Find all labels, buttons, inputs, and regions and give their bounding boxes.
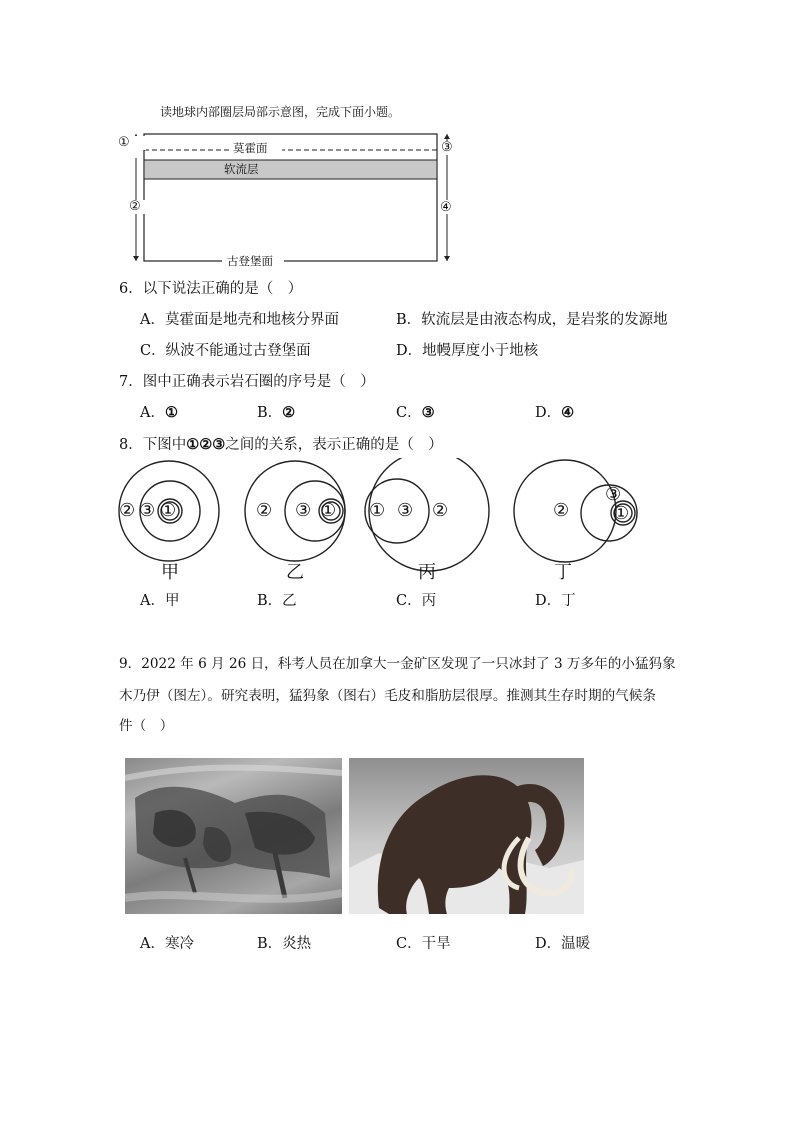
q6-option-b[interactable]: B．软流层是由液态构成，是岩浆的发源地 (396, 312, 668, 328)
q7-option-c-mark: ③ (421, 404, 435, 421)
q9-stem-line2: 木乃伊（图左）。研究表明，猛犸象（图右）毛皮和脂肪层很厚。推测其生存时期的气候条 (119, 688, 656, 704)
q6-option-a[interactable]: A．莫霍面是地壳和地核分界面 (140, 312, 339, 328)
q8-option-d[interactable]: D．丁 (535, 593, 576, 609)
jia-mark-2: ② (119, 500, 136, 521)
woolly-mammoth-photo (349, 758, 584, 914)
q7-option-d-letter: D． (535, 405, 562, 421)
q7-option-d[interactable] (535, 403, 574, 423)
yi-label: 乙 (286, 562, 304, 583)
marker-1: ① (118, 135, 130, 150)
q8-stem-suffix: 之间的关系，表示正确的是（ ） (225, 437, 443, 453)
q8-stem-prefix: 8．下图中 (119, 437, 187, 453)
jia-label: 甲 (161, 562, 179, 583)
jia-mark-3: ③ (139, 500, 156, 521)
q9-option-b[interactable]: B．炎热 (257, 936, 312, 952)
q9-option-a[interactable]: A．寒冷 (140, 936, 194, 952)
asthenosphere-label: 软流层 (224, 162, 259, 176)
bing-label: 丙 (418, 562, 436, 583)
q6-stem: 6．以下说法正确的是（ ） (119, 281, 303, 297)
mummy-mammoth-photo (125, 758, 342, 914)
marker-4: ④ (440, 200, 452, 215)
ding-label: 丁 (554, 562, 572, 583)
bing-mark-3: ③ (397, 500, 414, 521)
q8-option-b[interactable]: B．乙 (257, 593, 297, 609)
q7-option-b-letter: B． (257, 405, 283, 421)
earth-layers-diagram (112, 128, 472, 273)
q7-option-b[interactable] (257, 403, 295, 423)
q7-option-d-mark: ④ (561, 404, 575, 421)
q6-option-c[interactable]: C．纵波不能通过古登堡面 (140, 343, 311, 359)
moho-label: 莫霍面 (233, 141, 268, 155)
q7-option-a-letter: A． (140, 405, 165, 421)
yi-mark-2: ② (256, 500, 273, 521)
q9-option-c[interactable]: C．干旱 (396, 936, 451, 952)
q9-stem-line3: 件（ ） (119, 718, 174, 734)
ding-mark-1: ① (613, 503, 630, 524)
gutenberg-label: 古登堡面 (227, 254, 273, 268)
q7-option-a[interactable] (140, 403, 178, 423)
bing-mark-1: ① (369, 500, 386, 521)
asthenosphere-band (144, 160, 437, 179)
q7-option-a-mark: ① (164, 404, 178, 421)
q7-option-b-mark: ② (282, 404, 296, 421)
bing-mark-2: ② (432, 500, 449, 521)
marker-3: ③ (441, 140, 453, 155)
q8-option-a[interactable]: A．甲 (140, 593, 180, 609)
q8-option-c[interactable]: C．丙 (396, 593, 437, 609)
q8-stem (119, 435, 443, 455)
ding-mark-3: ③ (605, 484, 622, 505)
q8-stem-marks: ①②③ (186, 436, 226, 453)
marker-2: ② (129, 199, 141, 214)
q9-stem-line1: 9．2022 年 6 月 26 日，科考人员在加拿大一金矿区发现了一只冰封了 3 万多年的小猛犸象 (119, 656, 676, 672)
q7-stem: 7．图中正确表示岩石圈的序号是（ ） (119, 374, 375, 390)
yi-mark-1: ① (320, 500, 337, 521)
q6-option-d[interactable]: D．地幔厚度小于地核 (396, 343, 539, 359)
yi-mark-3: ③ (295, 500, 312, 521)
q9-option-d[interactable]: D．温暖 (535, 936, 591, 952)
q7-option-c-letter: C． (396, 405, 422, 421)
q7-option-c[interactable] (396, 403, 435, 423)
intro-text: 读地球内部圈层局部示意图，完成下面小题。 (160, 105, 401, 119)
jia-mark-1: ① (160, 500, 177, 521)
ding-mark-2: ② (553, 500, 570, 521)
